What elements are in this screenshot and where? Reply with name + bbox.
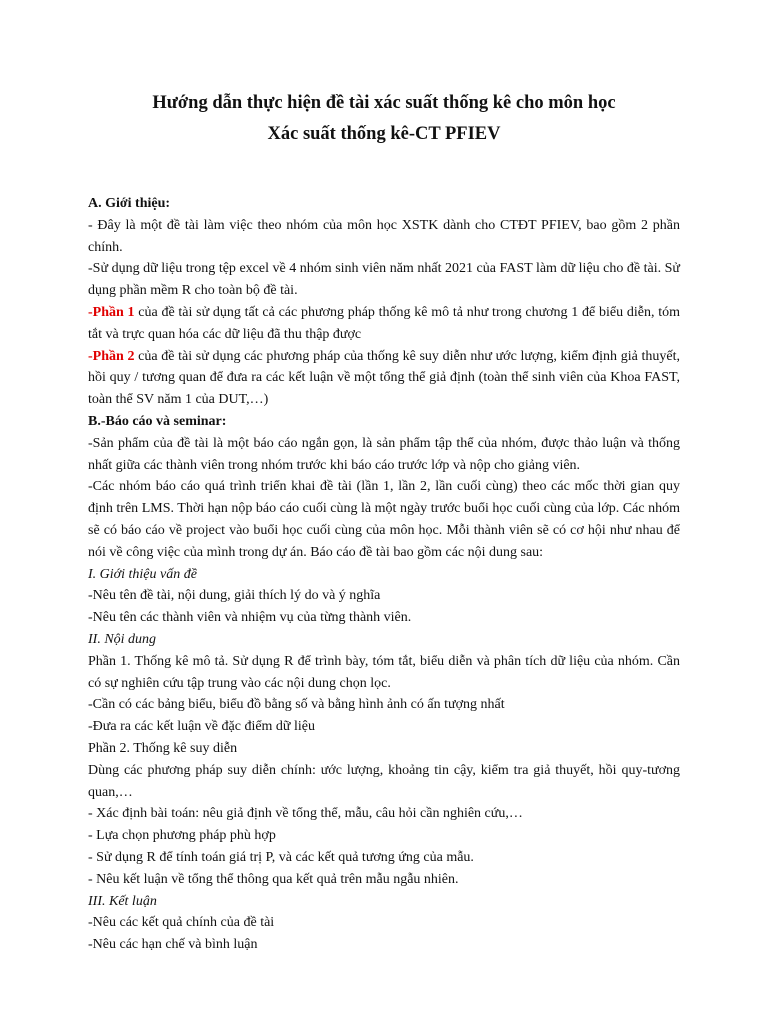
section2-part2-intro: Dùng các phương pháp suy diễn chính: ước lượng, khoảng tin cậy, kiểm tra giả thuyết, hồi quy-tương quan,… (88, 762, 680, 800)
section3-item: -Nêu các hạn chế và bình luận (88, 937, 258, 953)
section2-part2-item: - Nêu kết luận về tổng thể thông qua kết quả trên mẫu ngẫu nhiên. (88, 871, 459, 887)
intro-part2-paragraph (88, 346, 680, 411)
section2-part1-item: -Cần có các bảng biểu, biểu đồ bằng số và bằng hình ảnh có ấn tượng nhất (88, 697, 505, 713)
document-body (88, 193, 680, 956)
page-title: Hướng dẫn thực hiện đề tài xác suất thống kê cho môn học (152, 93, 616, 113)
section3-heading: III. Kết luận (88, 893, 157, 909)
part1-text: của đề tài sử dụng tất cả các phương pháp thống kê mô tả như trong chương 1 để biểu diễn, tóm tắt và trực quan hóa các dữ liệu đã thu thập được (88, 304, 680, 342)
intro-paragraph-1: - Đây là một đề tài làm việc theo nhóm của môn học XSTK dành cho CTĐT PFIEV, bao gồm 2 phần chính. (88, 217, 680, 255)
intro-paragraph-2: -Sử dụng dữ liệu trong tệp excel về 4 nhóm sinh viên năm nhất 2021 của FAST làm dữ liệu cho đề tài. Sử dụng phần mềm R cho toàn bộ đề tài. (88, 261, 680, 299)
intro-heading: A. Giới thiệu: (88, 196, 171, 211)
part1-label: -Phần 1 (88, 304, 135, 320)
report-heading: B.-Báo cáo và seminar: (88, 413, 227, 429)
report-paragraph-2: -Các nhóm báo cáo quá trình triển khai đề tài (lần 1, lần 2, lần cuối cùng) theo các mốc thời gian quy định trên LMS. Thời hạn nộp báo cáo cuối cùng là một ngày trước buổi học cuối cùng của lớp. Các nhóm sẽ có báo cáo về project vào buổi học cuối cùng của môn học. Mỗi thành viên sẽ có cơ hội như nhau để nói về công việc của mình trong dự án. Báo cáo đề tài bao gồm các nội dung sau: (88, 479, 680, 560)
section3-item: -Nêu các kết quả chính của đề tài (88, 915, 275, 931)
section2-part1-item: -Đưa ra các kết luận về đặc điểm dữ liệu (88, 719, 316, 735)
section2-part2-item: - Lựa chọn phương pháp phù hợp (88, 828, 276, 844)
report-paragraph-1: -Sản phẩm của đề tài là một báo cáo ngắn gọn, là sản phẩm tập thể của nhóm, được thảo luận và thống nhất giữa các thành viên trong nhóm trước khi báo cáo trước lớp và nộp cho giảng viên. (88, 435, 680, 473)
page-subtitle: Xác suất thống kê-CT PFIEV (267, 124, 501, 144)
part2-text: của đề tài sử dụng các phương pháp của thống kê suy diễn như ước lượng, kiểm định giả thuyết, hồi quy / tương quan để đưa ra các kết luận về một tổng thể giả định (toàn thể sinh viên của Khoa FAST, toàn thể SV năm 1 của DUT,…) (88, 348, 680, 408)
section1-item: -Nêu tên các thành viên và nhiệm vụ của từng thành viên. (88, 610, 412, 626)
section2-part2-item: - Xác định bài toán: nêu giả định về tổng thể, mẫu, câu hỏi cần nghiên cứu,… (88, 806, 523, 822)
section2-heading: II. Nội dung (88, 631, 157, 647)
intro-part1-paragraph (88, 302, 680, 346)
section1-item: -Nêu tên đề tài, nội dung, giải thích lý do và ý nghĩa (88, 588, 381, 604)
section2-part2-item: - Sử dụng R để tính toán giá trị P, và các kết quả tương ứng của mẫu. (88, 849, 474, 865)
section2-part2-title: Phần 2. Thống kê suy diễn (88, 740, 238, 756)
section1-heading: I. Giới thiệu vấn đề (88, 566, 197, 582)
section2-part1-title: Phần 1. Thống kê mô tả. Sử dụng R để trình bày, tóm tắt, biểu diễn và phân tích dữ liệu của nhóm. Cần có sự nghiên cứu tập trung vào các nội dung chọn lọc. (88, 653, 680, 691)
part2-label: -Phần 2 (88, 348, 135, 364)
